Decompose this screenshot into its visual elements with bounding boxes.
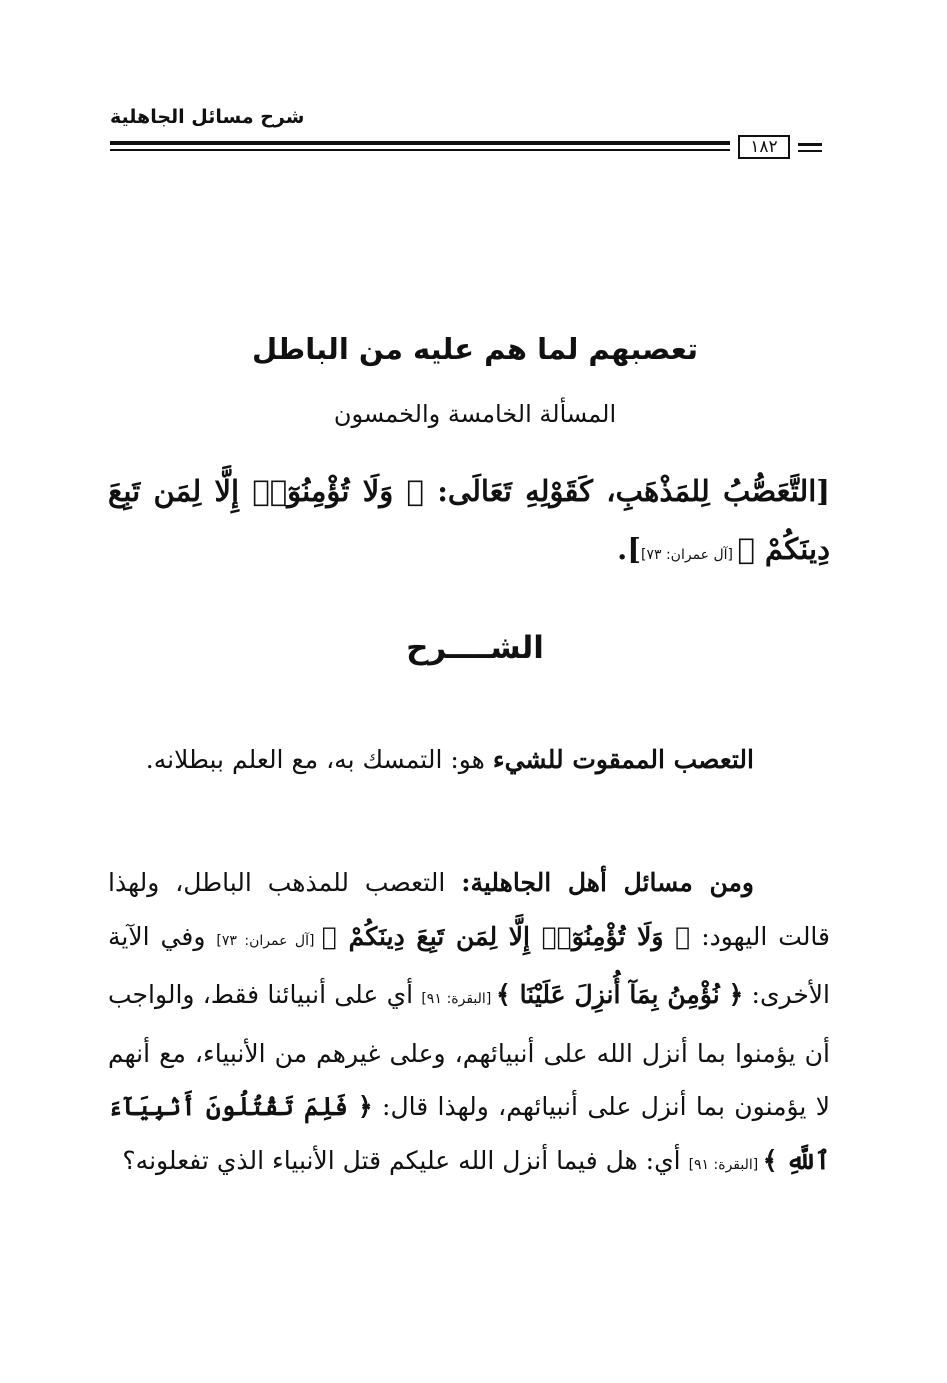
paragraph-text: أي: هل فيما أنزل الله عليكم قتل الأنبياء الذي تفعلونه؟: [122, 1145, 689, 1175]
verse-reference: [البقرة: ٩١]: [421, 991, 497, 1007]
header-rule-thick: [110, 141, 730, 145]
matn-text: [108, 462, 830, 584]
paragraph-lead: ومن مسائل أهل الجاهلية:: [461, 868, 754, 897]
verse-reference: [البقرة: ٩١]: [688, 1156, 763, 1173]
issue-number: المسألة الخامسة والخمسون: [333, 400, 617, 428]
header-rule-right-thin: [798, 150, 822, 152]
verse-reference: [آل عمران: ٧٣]: [216, 932, 322, 949]
running-title: شرح مسائل الجاهلية: [110, 106, 305, 128]
definition-text: هو: التمسك به، مع العلم ببطلانه.: [145, 745, 493, 774]
sharh-title: الشــــرح: [406, 630, 544, 666]
quran-verse: ﴿ نُؤْمِنُ بِمَآ أُنزِلَ عَلَيْنَا ﴾: [496, 980, 744, 1009]
paragraph-text: التعصب للمذهب الباطل، ولهذا قالت اليهود:: [108, 868, 831, 951]
paragraph-explanation: [108, 856, 830, 1192]
quran-verse: ﴿ فَلِمَ تَقْتُلُونَ أَنۢبِيَآءَ ٱللَّهِ ﴾: [108, 1092, 830, 1175]
paragraph-text: أي على أنبيائنا فقط، والواجب أن يؤمنوا بما أنزل الله على أنبيائهم، وعلى غيرهم من الأنبياء، مع أنهم لا يؤمنون بما أنزل على أنبيائهم، ولهذا قال:: [108, 980, 830, 1121]
quran-verse: ﴿ وَلَا تُؤْمِنُوٓا۟ إِلَّا لِمَن تَبِعَ دِينَكُمْ ﴾: [108, 474, 830, 566]
quran-verse: ﴿ وَلَا تُؤْمِنُوٓا۟ إِلَّا لِمَن تَبِعَ دِينَكُمْ ﴾: [321, 921, 691, 951]
paragraph-text: وفي الآية الأخرى:: [108, 921, 830, 1009]
verse-reference: [آل عمران: ٧٣]: [640, 547, 738, 563]
page-number: ١٨٢: [738, 135, 790, 159]
header-rule-right: [798, 143, 822, 146]
defined-term: التعصب الممقوت للشيء: [492, 745, 754, 774]
matn-end: ].: [617, 532, 641, 566]
header-rule-thin: [110, 149, 730, 151]
matn-intro: [التَّعَصُّبُ لِلمَذْهَبِ، كَقَوْلِهِ تَعَالَى:: [423, 474, 830, 508]
chapter-title: تعصبهم لما هم عليه من الباطل: [252, 332, 698, 366]
paragraph-definition: [108, 732, 830, 787]
